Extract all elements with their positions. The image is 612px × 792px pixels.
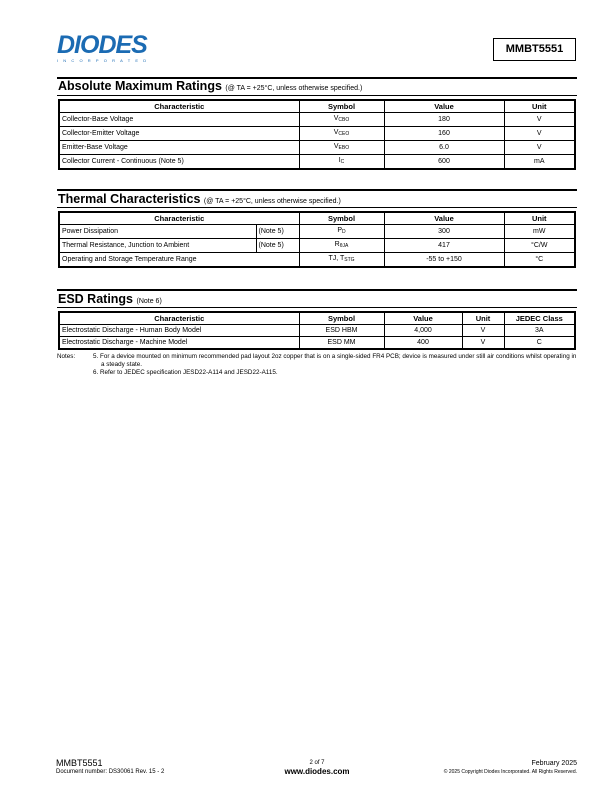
table-cell: mA <box>504 155 575 170</box>
table-row <box>59 239 575 253</box>
table-cell: mW <box>504 225 575 239</box>
table-cell: V <box>504 113 575 127</box>
table-cell: Electrostatic Discharge - Machine Model <box>59 337 299 350</box>
section-rule <box>57 307 577 308</box>
table-cell: (Note 5) <box>256 225 299 239</box>
section-rule <box>57 289 577 291</box>
symbol: TJ, $T_{STG}$ <box>299 253 384 268</box>
table-cell: 3A <box>504 325 575 337</box>
symbol: $P_D$ <box>299 225 384 239</box>
esd-table <box>58 311 576 350</box>
note-6: 6. Refer to JEDEC specification JESD22-A114 and JESD22-A115. <box>93 369 278 376</box>
table-cell: Operating and Storage Temperature Range <box>59 253 299 268</box>
table-header: Characteristic Symbol Value Unit JEDEC Class <box>59 312 575 325</box>
table-cell: V <box>462 337 504 350</box>
table-row <box>59 155 575 170</box>
symbol: $V_{CBO}$ <box>299 113 384 127</box>
table-cell: Electrostatic Discharge - Human Body Model <box>59 325 299 337</box>
table-cell: 400 <box>384 337 462 350</box>
table-cell: ESD MM <box>299 337 384 350</box>
part-number-box: MMBT5551 <box>493 38 576 61</box>
table-row <box>59 253 575 268</box>
section-rule <box>57 207 577 208</box>
table-cell: 4,000 <box>384 325 462 337</box>
table-cell: Thermal Resistance, Junction to Ambient <box>59 239 256 253</box>
footer-docnum: Document number: DS30061 Rev. 15 - 2 <box>56 769 165 775</box>
table-row <box>59 325 575 337</box>
symbol: $I_C$ <box>299 155 384 170</box>
table-cell: 180 <box>384 113 504 127</box>
table-header: Characteristic Symbol Value Unit <box>59 100 575 113</box>
table-cell: 300 <box>384 225 504 239</box>
abs-max-title: Absolute Maximum Ratings (@ TA = +25°C, unless otherwise specified.) <box>58 79 363 93</box>
note-5: 5. For a device mounted on minimum recommended pad layout 2oz copper that is on a single-sided FR4 PCB; device is measured under still air conditions whilst operating in a steady state. <box>93 353 577 368</box>
footer-date: February 2025 <box>531 760 577 767</box>
table-cell: ESD HBM <box>299 325 384 337</box>
table-cell: C <box>504 337 575 350</box>
table-cell: °C <box>504 253 575 268</box>
table-cell: V <box>462 325 504 337</box>
thermal-title: Thermal Characteristics (@ TA = +25°C, unless otherwise specified.) <box>58 192 341 206</box>
section-rule <box>57 189 577 191</box>
symbol: $V_{CEO}$ <box>299 127 384 141</box>
table-cell: Collector-Base Voltage <box>59 113 299 127</box>
symbol: $V_{EBO}$ <box>299 141 384 155</box>
table-row <box>59 225 575 239</box>
table-cell: V <box>504 127 575 141</box>
esd-title: ESD Ratings (Note 6) <box>58 292 162 306</box>
table-cell: Collector Current - Continuous (Note 5) <box>59 155 299 170</box>
table-row <box>59 113 575 127</box>
table-cell: 600 <box>384 155 504 170</box>
section-rule <box>57 95 577 96</box>
table-header: Characteristic Symbol Value Unit <box>59 212 575 225</box>
diodes-logo: DIODES INCORPORATED <box>57 31 152 63</box>
table-cell: (Note 5) <box>256 239 299 253</box>
table-cell: 160 <box>384 127 504 141</box>
notes: Notes: 5. For a device mounted on minimum recommended pad layout 2oz copper that is on a single-sided FR4 PCB; device is measured under still air conditions whilst operating in a steady state. 6. Refer to JEDEC specification JESD22-A114 and JESD22-A115. <box>57 353 577 376</box>
table-cell: °C/W <box>504 239 575 253</box>
abs-max-table <box>58 99 576 170</box>
footer-page: 2 of 7 <box>309 760 325 766</box>
table-cell: -55 to +150 <box>384 253 504 268</box>
thermal-table <box>58 211 576 268</box>
footer-url[interactable]: www.diodes.com <box>284 767 350 776</box>
footer-copyright: © 2025 Copyright Diodes Incorporated. All Rights Reserved. <box>443 769 577 775</box>
table-cell: 6.0 <box>384 141 504 155</box>
table-row <box>59 337 575 350</box>
table-cell: Emitter-Base Voltage <box>59 141 299 155</box>
table-cell: 417 <box>384 239 504 253</box>
table-row <box>59 141 575 155</box>
footer-part: MMBT5551 <box>56 758 103 768</box>
symbol: $R_{\theta JA}$ <box>299 239 384 253</box>
table-row <box>59 127 575 141</box>
table-cell: Power Dissipation <box>59 225 256 239</box>
table-cell: Collector-Emitter Voltage <box>59 127 299 141</box>
table-cell: V <box>504 141 575 155</box>
